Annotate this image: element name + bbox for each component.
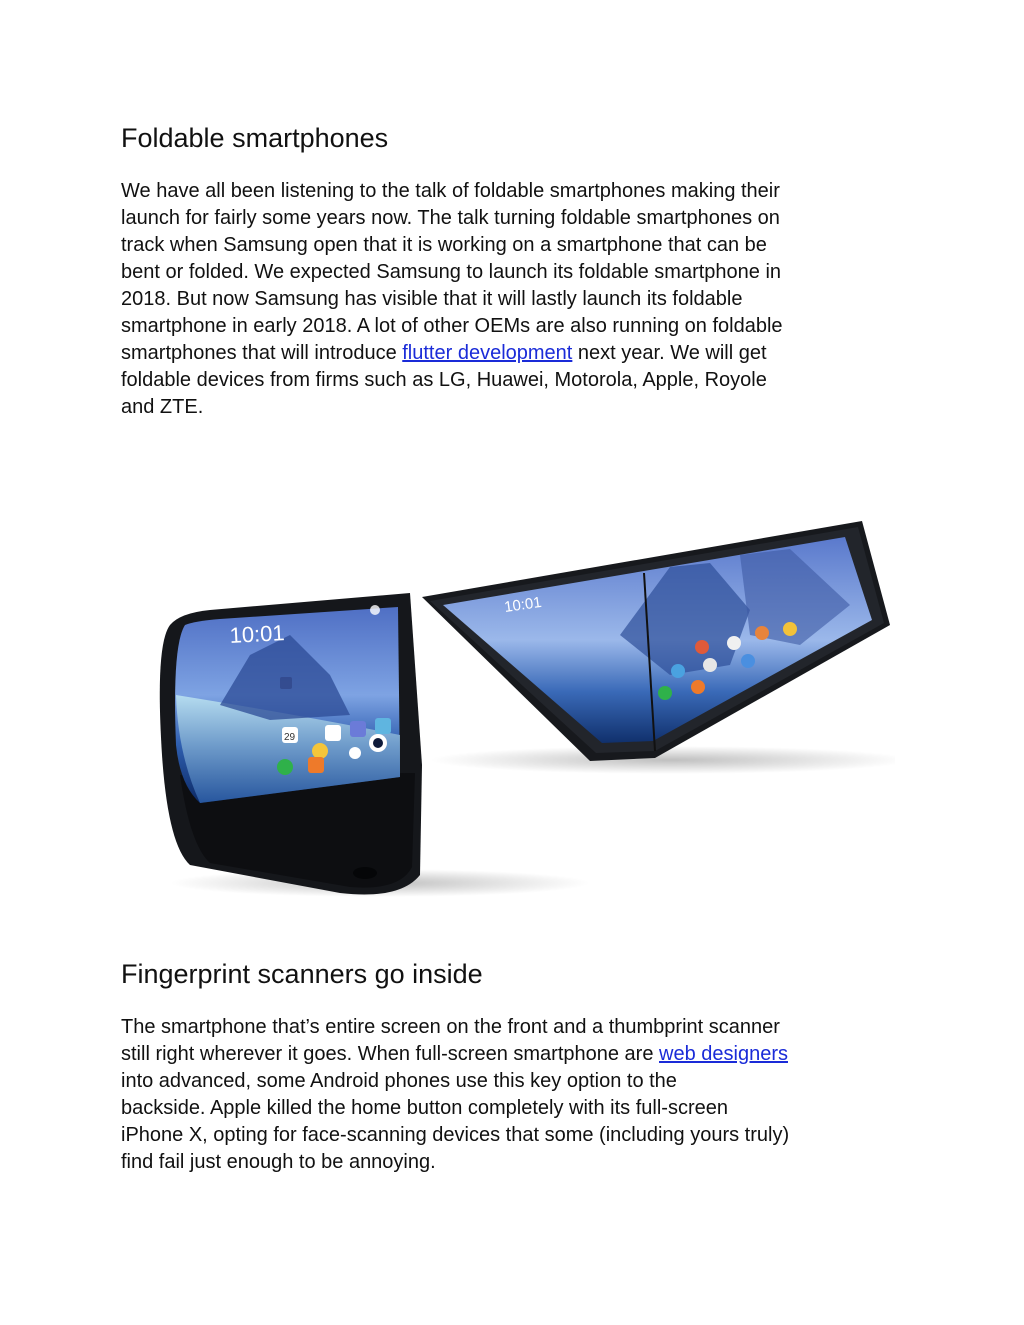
- web-designers-link[interactable]: web designers: [659, 1043, 788, 1065]
- paragraph-foldable: [121, 178, 921, 421]
- unfolded-phone: [422, 521, 890, 761]
- paragraph-line-with-link: [121, 340, 921, 367]
- section-heading-foldable: Foldable smartphones: [121, 123, 389, 153]
- paragraph-line: track when Samsung open that it is working on a smartphone that can be: [121, 234, 767, 256]
- paragraph-line: backside. Apple killed the home button completely with its full-screen: [121, 1097, 728, 1119]
- paragraph-line: bent or folded. We expected Samsung to launch its foldable smartphone in: [121, 261, 782, 283]
- paragraph-fingerprint: [121, 1014, 921, 1176]
- paragraph-line: launch for fairly some years now. The talk turning foldable smartphones on: [121, 207, 780, 229]
- paragraph-line: The smartphone that’s entire screen on the front and a thumbprint scanner: [121, 1016, 780, 1038]
- section-heading-fingerprint: Fingerprint scanners go inside: [121, 959, 483, 989]
- flutter-development-link[interactable]: flutter development: [402, 342, 573, 364]
- line-text: smartphones that will introduce: [121, 342, 403, 364]
- right-phone-time: 10:01: [503, 593, 543, 616]
- paragraph-line: smartphone in early 2018. A lot of other OEMs are also running on foldable: [121, 315, 783, 337]
- paragraph-line: iPhone X, opting for face-scanning devices that some (including yours truly): [121, 1124, 790, 1146]
- paragraph-line: foldable devices from firms such as LG, Huawei, Motorola, Apple, Royole: [121, 369, 767, 391]
- foldable-phones-illustration: [150, 515, 895, 900]
- calendar-badge: 29: [284, 732, 296, 743]
- line-text: next year. We will get: [572, 342, 767, 364]
- paragraph-line: into advanced, some Android phones use this key option to the: [121, 1070, 677, 1092]
- paragraph-line: and ZTE.: [121, 396, 204, 418]
- line-text: still right wherever it goes. When full-screen smartphone are: [121, 1043, 660, 1065]
- foldable-phones-image: [150, 515, 895, 900]
- paragraph-line-with-link: [121, 1041, 921, 1068]
- left-phone-time: 10:01: [228, 620, 286, 648]
- folded-phone: [160, 593, 422, 895]
- paragraph-line: We have all been listening to the talk of foldable smartphones making their: [121, 180, 780, 202]
- paragraph-line: 2018. But now Samsung has visible that it will lastly launch its foldable: [121, 288, 743, 310]
- paragraph-line: find fail just enough to be annoying.: [121, 1151, 436, 1173]
